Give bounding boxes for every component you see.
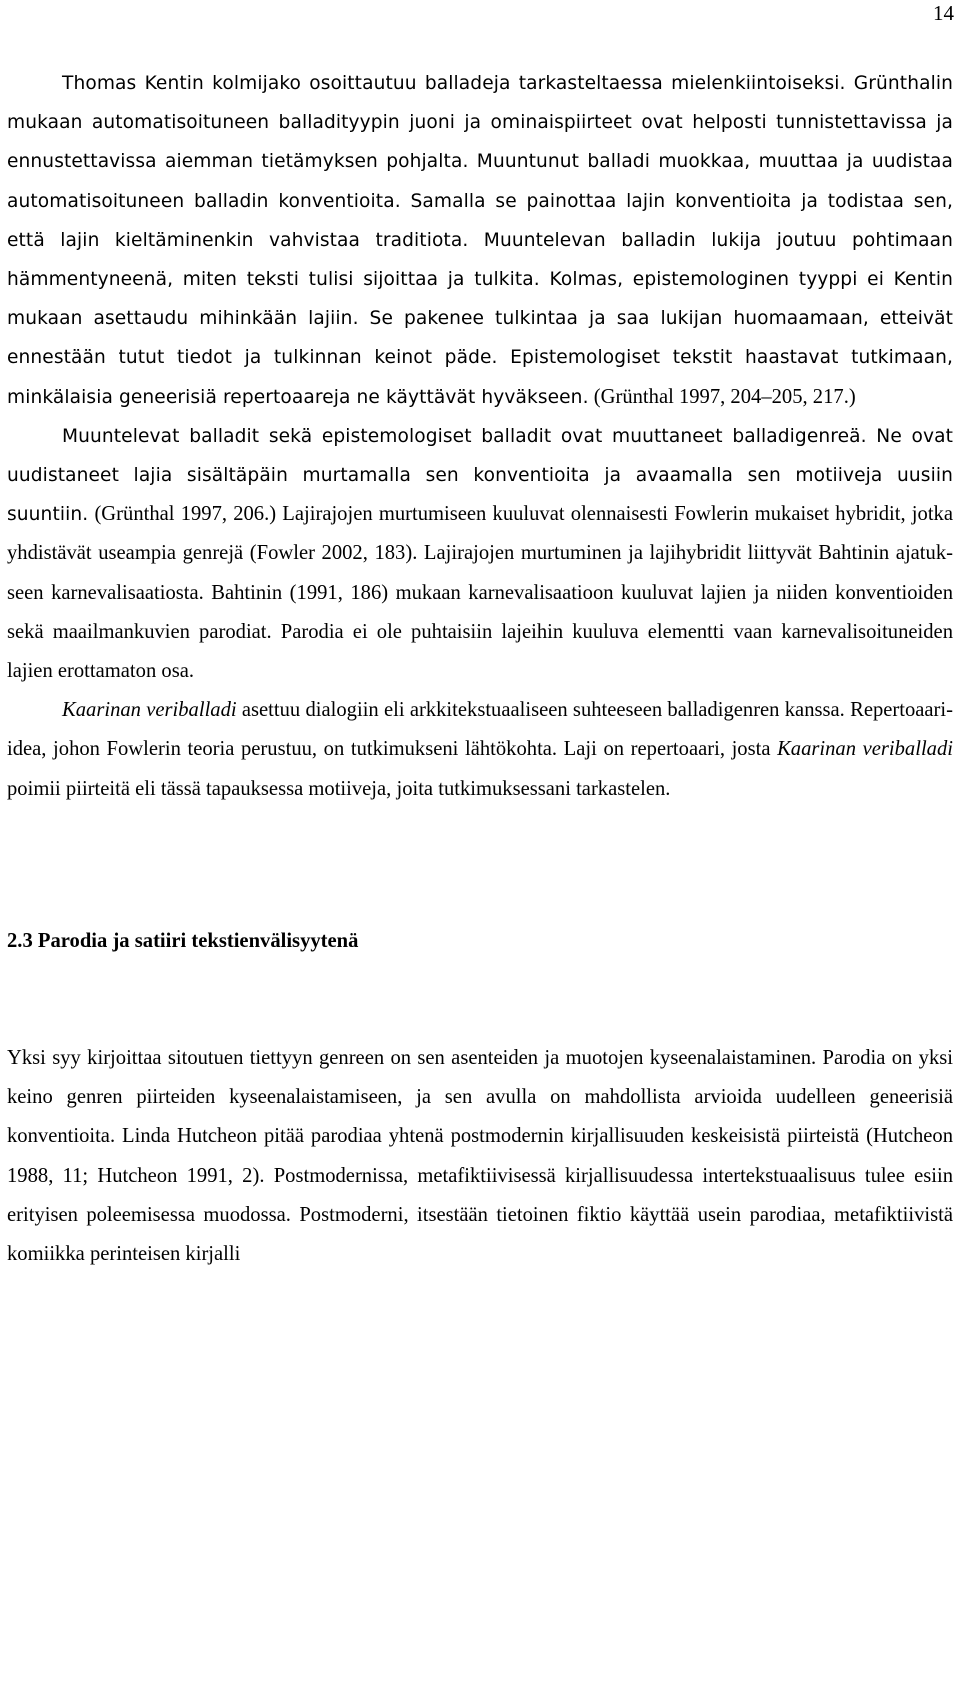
- paragraph-kent-classification: [7, 64, 953, 417]
- section-heading: 2.3 Parodia ja satiiri tekstienvälisyytenä: [7, 929, 359, 952]
- work-title: Kaarinan veriballadi: [777, 738, 953, 761]
- paragraph-text: asettuu dialogiin eli arkkitekstuaaliseen suhteeseen balladigenren kanssa. Repertoaari-idea, johon Fowlerin teoria perustuu, on tutkimukseni lähtökohta. Laji on repertoaari, josta: [7, 699, 953, 761]
- paragraph-parody: Yksi syy kirjoittaa sitoutuen tiettyyn genreen on sen asenteiden ja muotojen kyseenalaistaminen. Parodia on yksi keino genren piirteiden kyseenalaistamiseen, ja sen avulla on mahdollista arvioida uudelleen geneerisiä konventioita. Linda Hutcheon pitää parodiaa yhtenä postmodernin kirjallisuuden keskeisistä piirteistä (Hutcheon 1988, 11; Hutcheon 1991, 2). Postmodernissa, metafiktiivisessä kirjallisuudessa intertekstuaalisuus tulee esiin erityisen poleemisessa muodossa. Postmoderni, itsestään tietoinen fiktio käyttää usein parodiaa, metafiktiivistä komiikka perinteisen kirjalli: [7, 1047, 953, 1266]
- page-number: 14: [933, 1, 954, 25]
- paragraph-sans-text: Muuntelevat balladit sekä epistemologiset balladit ovat muuttaneet balladigenreä. Ne ovat uudistaneet lajia sisältäpäin murtamalla sen konventioita ja avaamalla sen motiiveja uusiin suuntiin.: [7, 425, 953, 526]
- work-title: Kaarinan veriballadi: [62, 699, 237, 722]
- paragraph-kaarinan-veriballadi: [7, 691, 953, 809]
- paragraph-sans-text: Thomas Kentin kolmijako osoittautuu balladeja tarkasteltaessa mielenkiintoiseksi. Grünthalin mukaan automatisoituneen balladityypin juoni ja ominaispiirteet ovat helposti tunnistettavissa ja ennustettavissa aiemman tietämyksen pohjalta. Muuntunut balladi muokkaa, muuttaa ja uudistaa automatisoituneen balladin konventioita. Samalla se painottaa lajin konventioita ja todistaa sen, että lajin kieltäminenkin vahvistaa traditiota. Muuntelevan balladin lukija joutuu pohtimaan hämmentyneenä, miten teksti tulisi sijoittaa ja tulkita. Kolmas, epistemologinen tyyppi ei Kentin mukaan asettaudu mihinkään lajiin. Se pakenee tulkintaa ja saa lukijan huomaamaan, etteivät ennestään tutut tiedot ja tulkinnan keinot päde. Epistemologiset tekstit haastavat tutkimaan, minkälaisia geneerisiä repertoaareja ne käyttävät hyväkseen.: [7, 73, 953, 408]
- document-body: [7, 64, 953, 1274]
- paragraph-serif-text: (Grünthal 1997, 206.) Lajirajojen murtumiseen kuuluvat olennaisesti Fowlerin mukaiset hybridit, jotka yhdistävät useampia genrejä (Fowler 2002, 183). Lajirajojen murtuminen ja lajihybridit liittyvät Bahtinin ajatukseen karnevalisaatiosta. Bahtinin (1991, 186) mukaan karnevalisaatioon kuuluvat lajien ja niiden konventioiden sekä maailmankuvien parodiat. Parodia ei ole puhtaisiin lajeihin kuuluva elementti vaan karnevalisoituneiden lajien erottamaton osa.: [7, 503, 953, 683]
- paragraph-citation: (Grünthal 1997, 204–205, 217.): [588, 385, 856, 408]
- paragraph-genre-change: [7, 417, 953, 691]
- paragraph-text: poimii piirteitä eli tässä tapauksessa motiiveja, joita tutkimuksessani tarkastelen.: [7, 777, 671, 800]
